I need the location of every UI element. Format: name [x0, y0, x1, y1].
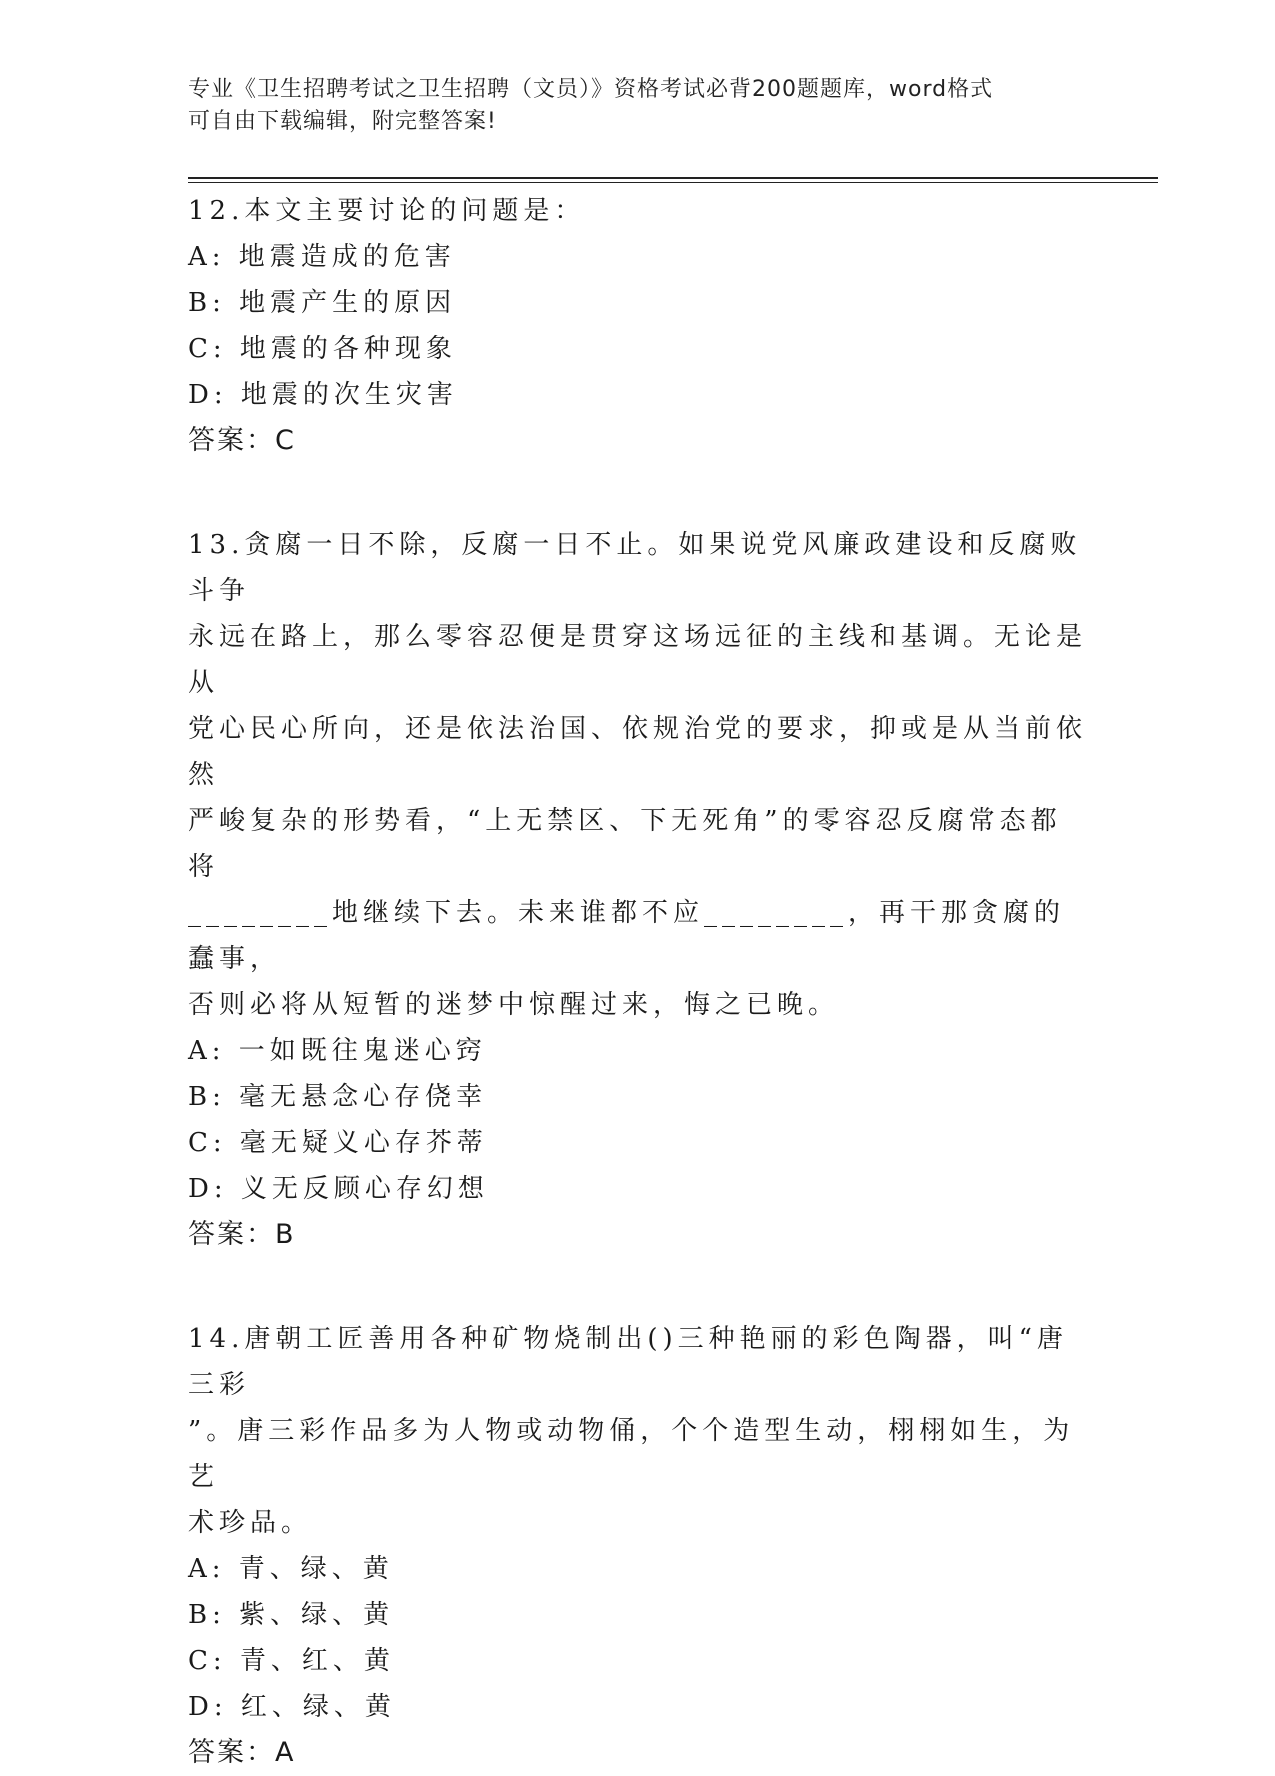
header-divider-thin — [188, 182, 1158, 183]
option-d: D: 地震的次生灾害 — [188, 380, 458, 410]
question-list — [188, 188, 1088, 1776]
question-stem-line: 12.本文主要讨论的问题是： — [188, 196, 586, 226]
question-13 — [188, 522, 1088, 1258]
option-b: B: 紫、绿、黄 — [188, 1600, 395, 1630]
option-a: A: 青、绿、黄 — [188, 1554, 394, 1584]
option-c: C: 毫无疑义心存芥蒂 — [188, 1128, 488, 1158]
header-line-2: 可自由下载编辑，附完整答案! — [188, 109, 497, 134]
option-a: A: 地震造成的危害 — [188, 242, 456, 272]
question-spacer — [188, 464, 1088, 522]
answer-line: 答案：C — [188, 425, 296, 456]
header-line-1: 专业《卫生招聘考试之卫生招聘（文员）》资格考试必背200题题库，word格式 — [188, 77, 994, 102]
question-stem-line: 术珍品。 — [188, 1508, 313, 1538]
answer-line: 答案：A — [188, 1737, 296, 1768]
question-stem-line: 13.贪腐一日不除，反腐一日不止。如果说党风廉政建设和反腐败斗争 — [188, 530, 1082, 606]
option-b: B: 毫无悬念心存侥幸 — [188, 1082, 488, 1112]
question-spacer — [188, 1258, 1088, 1316]
option-d: D: 红、绿、黄 — [188, 1692, 396, 1722]
question-12 — [188, 188, 1088, 464]
question-stem-line: 永远在路上，那么零容忍便是贯穿这场远征的主线和基调。无论是从 — [188, 622, 1088, 698]
question-stem-line: ”。唐三彩作品多为人物或动物俑，个个造型生动，栩栩如生，为艺 — [188, 1416, 1075, 1492]
header-divider-thick — [188, 177, 1158, 179]
option-d: D: 义无反顾心存幻想 — [188, 1174, 489, 1204]
answer-line: 答案：B — [188, 1219, 296, 1250]
option-a: A: 一如既往鬼迷心窍 — [188, 1036, 487, 1066]
question-stem-line: 否则必将从短暂的迷梦中惊醒过来，悔之已晚。 — [188, 990, 840, 1020]
question-14 — [188, 1316, 1088, 1776]
option-c: C: 青、红、黄 — [188, 1646, 395, 1676]
option-b: B: 地震产生的原因 — [188, 288, 457, 318]
question-stem-line: ________地继续下去。未来谁都不应________，再干那贪腐的蠢事， — [188, 898, 1066, 974]
question-stem-line: 党心民心所向，还是依法治国、依规治党的要求，抑或是从当前依然 — [188, 714, 1088, 790]
question-stem-line: 严峻复杂的形势看，“上无禁区、下无死角”的零容忍反腐常态都将 — [188, 806, 1062, 882]
question-stem-line: 14.唐朝工匠善用各种矿物烧制出()三种艳丽的彩色陶器，叫“唐三彩 — [188, 1324, 1068, 1400]
document-header — [188, 74, 1068, 138]
option-c: C: 地震的各种现象 — [188, 334, 457, 364]
